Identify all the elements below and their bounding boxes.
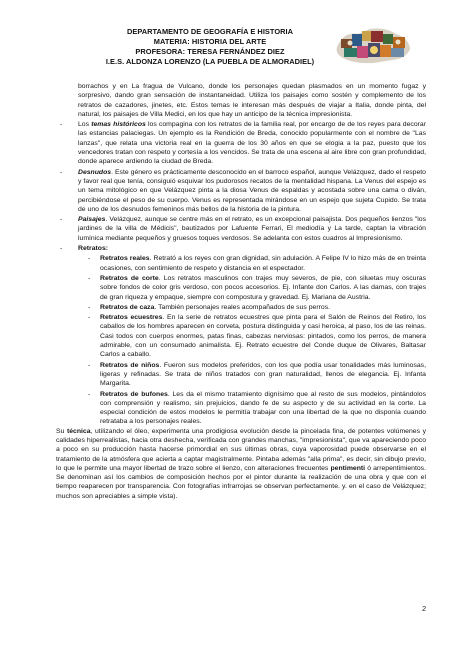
bullet-dash: - — [88, 361, 91, 369]
term-pentimenti: pentimenti — [330, 464, 366, 472]
header-department: DEPARTAMENTO DE GEOGRAFÍA E HISTORIA — [126, 27, 294, 36]
term-desnudos: Desnudos — [78, 168, 112, 176]
header-subject: MATERIA: HISTORIA DEL ARTE — [153, 37, 267, 46]
list-item-paisajes: - Paisajes. Velázquez, aunque se centre más en el retrato, es un excepcional paisajista. Dos pequeños lienzos "los jardines de la villa de Médicis", bautizados por Lafuente Ferrari, El mediodía y La tarde, captan la vibración lumínica mediante pequeños y gruesos toques verdosos. Se adelanta con estos cuadros al Impresionismo. — [60, 216, 426, 242]
document-body — [56, 82, 426, 501]
closing-paragraph: Su técnica, utilizando el óleo, experimenta una prodigiosa evolución desde la pincelada fina, de potentes volúmenes y calidades hiperrealistas, hacia otra deshecha, verificada con grandes manchas, "impresionista", que va apareciendo poco a poco en su producción hasta hacerse primordial en sus últimas obras, cuya vaporosidad puede observarse en el tratamiento de la atmósfera que acierta a captar magistralmente. Pintaba además "alla prima", es decir, sin dibujo previo, lo que le permite una mayor libertad de trazo sobre el lienzo, con alteraciones frecuentes pentimenti ó arrepentimientos. Se denominan así los cambios de composición hechos por el pintor durante la realización de una obra y que con el tiempo reaparecen por transparencia. Con fotografías infrarrojas se observan perfectamente. y. en el caso de Velázquez; muchos son apreciables a simple vista). — [56, 427, 426, 500]
header-teacher: PROFESORA: TERESA FERNÁNDEZ DIEZ — [135, 47, 285, 56]
bullet-dash: - — [88, 255, 91, 263]
page-number: 2 — [422, 604, 427, 613]
sublist-item-retratos-corte: - Retratos de corte. Los retratos masculinos con trajes muy severos, de pie, con siluetas muy oscuras sobre fondos de color gris verdoso, con pocos accesorios. Ej. Infante don Carlos. A las damas, con trajes de gran riqueza y empaque, siempre con compostura y gravedad. Ej. Mariana de Austria. — [88, 274, 426, 301]
bullet-dash: - — [88, 390, 91, 398]
bullet-dash: - — [60, 245, 63, 253]
list-item-retratos — [56, 244, 426, 253]
sublist-item-retratos-ecuestres: - Retratos ecuestres. En la serie de retratos ecuestres que pinta para el Salón de Reinos del Retiro, los caballos de los hombres aparecen en corveta, postura distinguida y casi heroica, al paso, los de las reinas. Casi todos con cuerpos enormes, patas finas, cabezas nerviosas: pintados, como los perros, de manera admirable, con un consumado animalista. Ej. Retrato ecuestre del Conde duque de Olivares, Baltasar Carlos a caballo. — [88, 314, 426, 359]
bullet-dash: - — [88, 274, 91, 282]
bullet-dash: - — [60, 216, 63, 224]
sublist-item-retratos-bufones: - Retratos de bufones. Les da el mismo tratamiento dignísimo que al resto de sus modelos, pintándolos con comprensión y realismo, sin prejuicios, dando fe de su aspecto y de su actividad en la corte. La especial condición de estos modelos le permitía trabajar con una libertad de la que no disponía cuando retrataba a los personajes reales. — [88, 390, 426, 426]
term-retratos: Retratos: — [78, 245, 109, 253]
bullet-dash: - — [60, 168, 63, 176]
collage-logo-icon — [334, 25, 412, 65]
header-school: I.E.S. ALDONZA LORENZO (LA PUEBLA DE ALMORADIEL) — [105, 57, 315, 66]
term-tecnica: técnica — [66, 427, 91, 435]
term-paisajes: Paisajes — [78, 216, 106, 224]
list-item-temas-historicos: - Los temas históricos los compagina con los retratos de la familia real, por encargo de de los reyes para decorar las estancias palaciegas. Un ejemplo es la Rendición de Breda, conocido popularmente con el nombre de "Las lanzas", que relata una victoria real en la guerra de los 30 años en que se elogia a la paz, puesto que los vencedores tratan con respeto y cortesía a los vencidos. Se trata de una escena al aire libre con gran profundidad, donde aparece ardiendo la ciudad de Breda. — [60, 121, 427, 166]
bullet-dash: - — [88, 314, 91, 322]
intro-paragraph: borrachos y en La fragua de Vulcano, donde los personajes quedan plasmados en un momento fugaz y sorpresivo, dando gran sensación de instantaneidad. Utiliza los paisajes como sostén y complemento de los retratos de cazadores, jinetes, etc. Estos temas le interesan más después de viajar a Italia, donde pinta, del natural, los paisajes de Villa Medici, en los que hay un anticipo de la técnica impresionista. — [78, 83, 426, 118]
list-item-desnudos: - Desnudos. Este género es prácticamente desconocido en el barroco español, aunque Velázquez, dado el respeto y favor real que tenía, consiguió esquivar los pudorosos recatos de la mentalidad hispana. La Venus del espejo es un tema mitológico en que Velázquez pinta a la diosa Venus de espaldas y acostada sobre una cama o diván, percibiéndose el peso de su cuerpo. Venus es representada mirándose en un espejo que sujeta Cupido. Se trata de uno de los desnudos femeninos más bellos de la historia de la pintura. — [60, 168, 426, 213]
sublist-item-retratos-ninos: - Retratos de niños. Fueron sus modelos preferidos, con los que podía usar tonalidades más luminosas, ligeras y refinadas. Se trata de niños tratados con gran naturalidad, llenos de elegancia. Ej. Infanta Margarita. — [88, 361, 426, 388]
sublist-item-retratos-caza: - Retratos de caza. También personajes reales acompañados de sus perros. — [88, 303, 331, 311]
sublist-item-retratos-reales: - Retratos reales. Retrató a los reyes con gran dignidad, sin adulación. A Felipe IV lo hizo más de en treinta ocasiones, con sentimiento de respeto y distancia en el espectador. — [88, 255, 426, 272]
bullet-dash: - — [60, 121, 63, 129]
document-header — [70, 27, 350, 67]
bullet-dash: - — [88, 303, 91, 311]
term-temas-historicos: temas históricos — [91, 121, 146, 129]
